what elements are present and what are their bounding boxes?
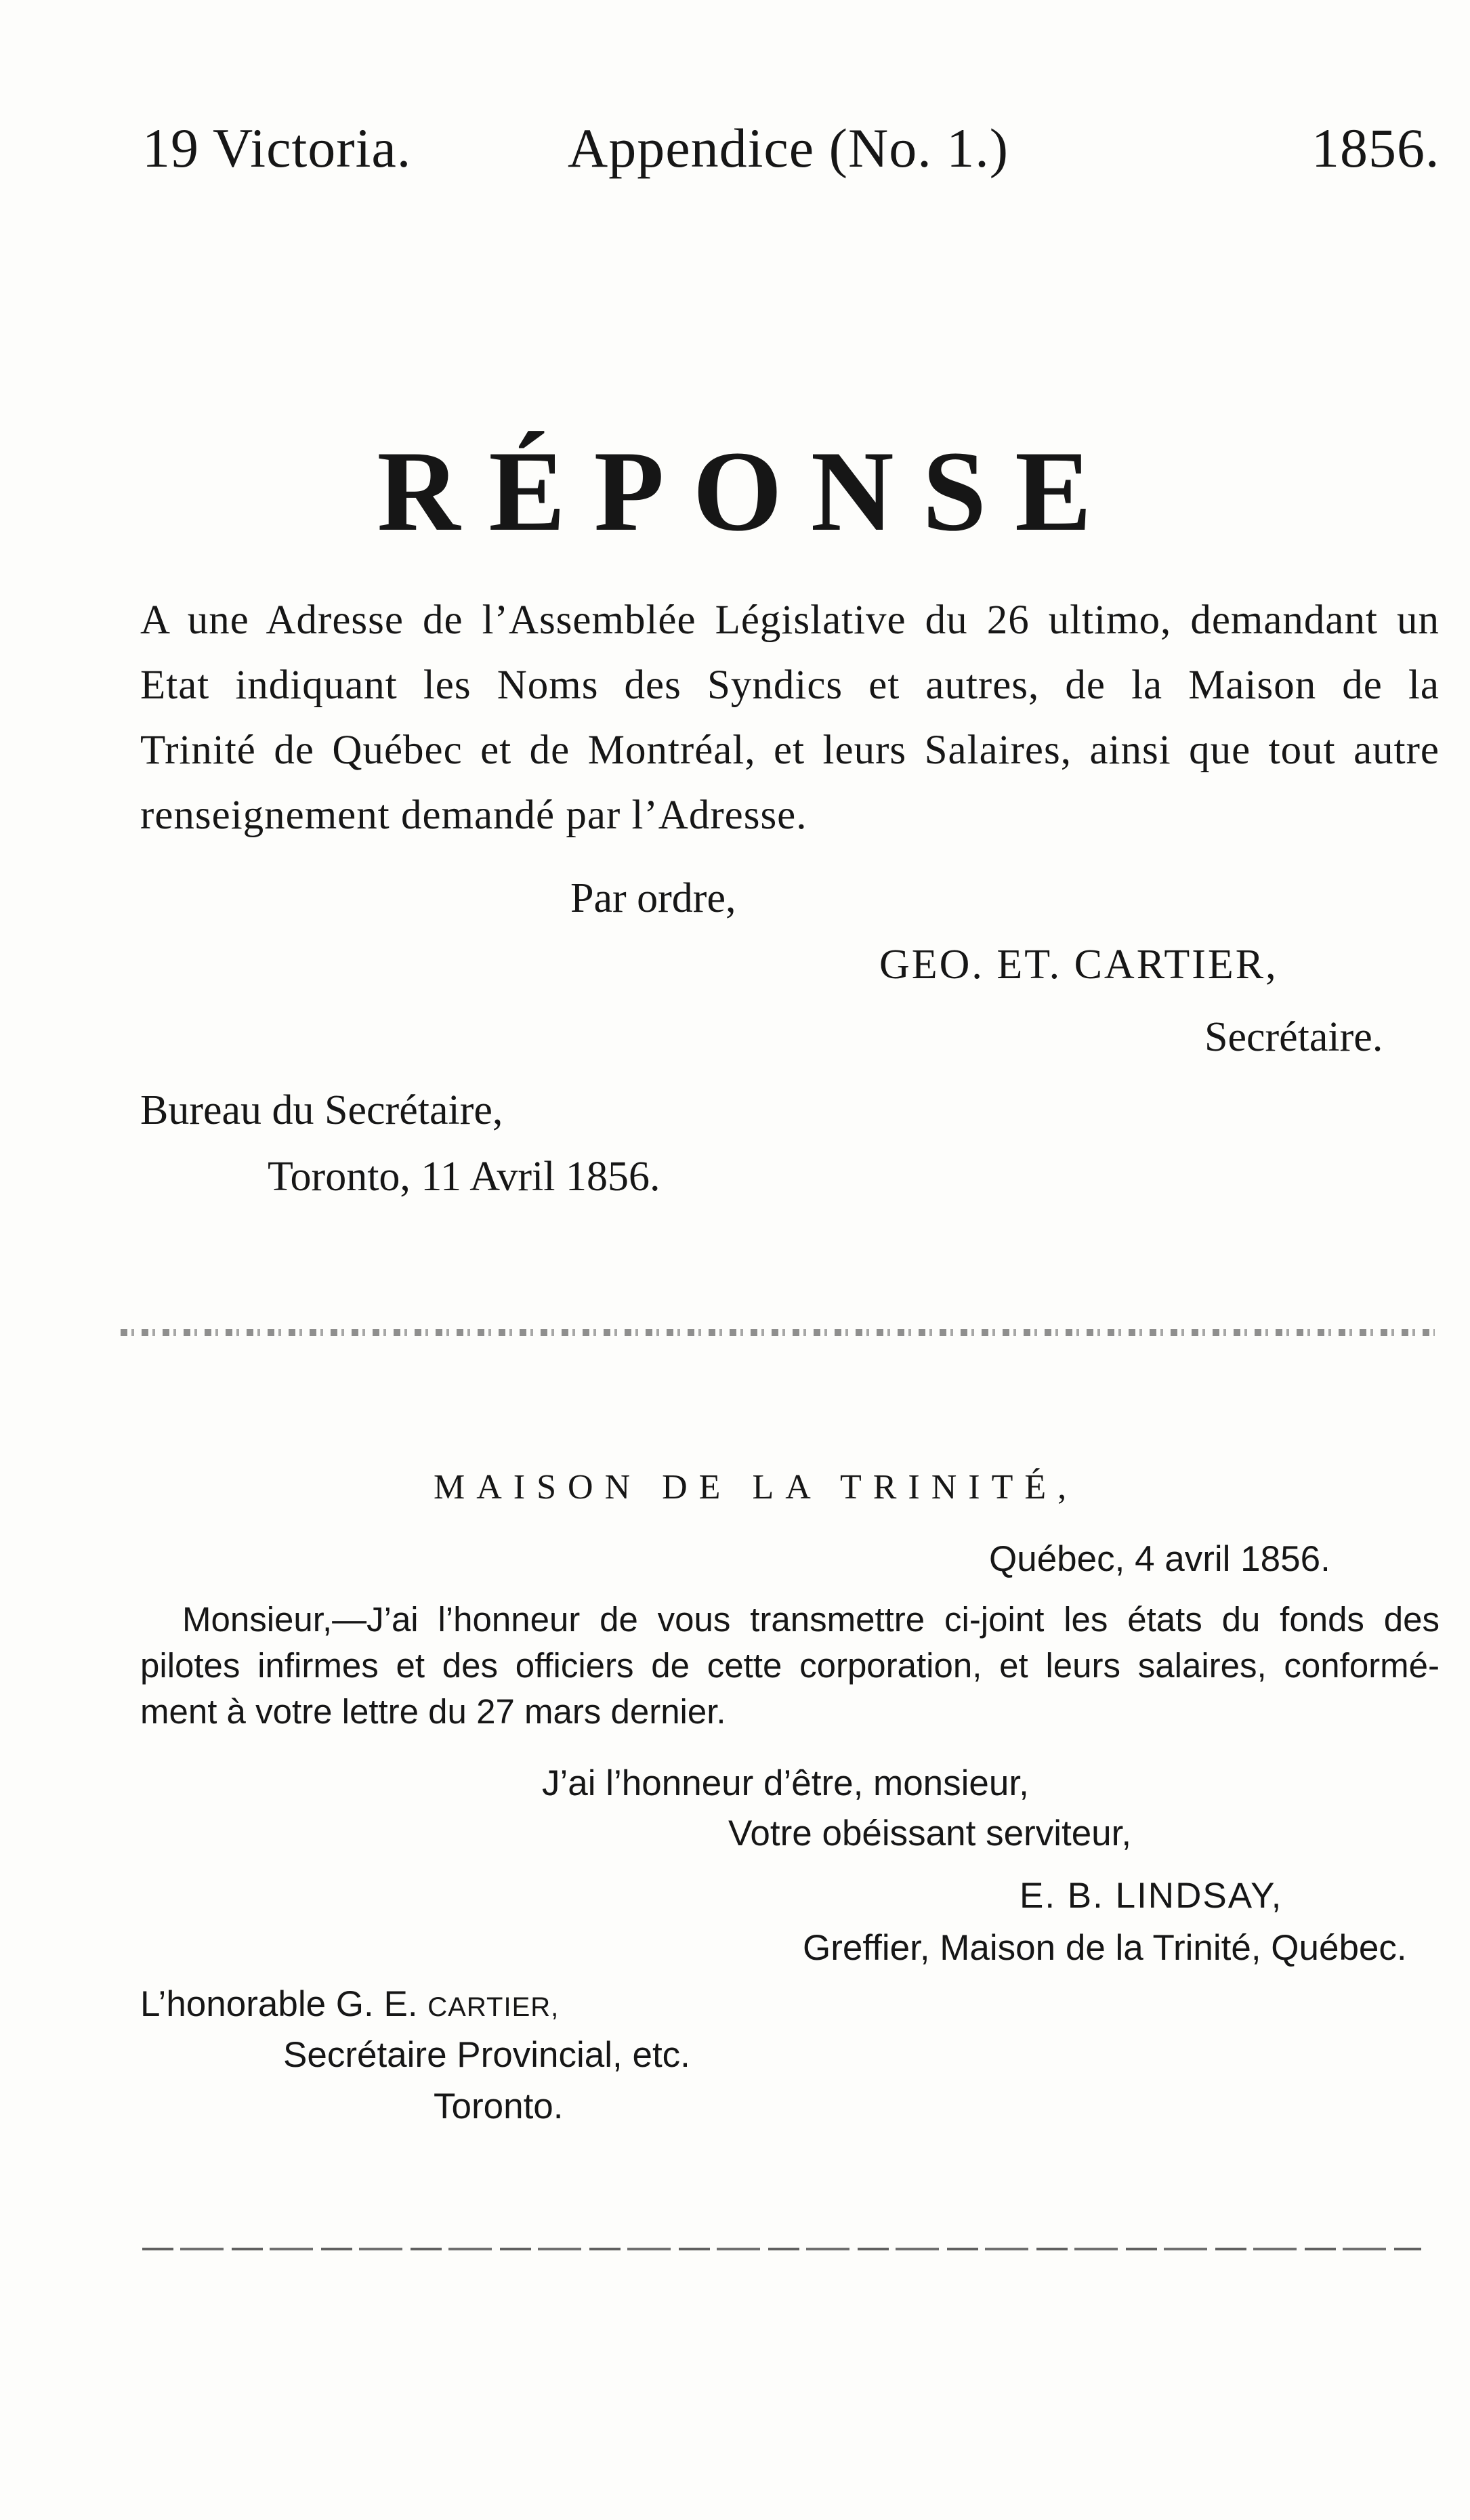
letter-signer: E. B. LINDSAY, — [1020, 1876, 1283, 1916]
letter-line: pilotes infirmes et des officiers de cette corporation, et leurs salaires, conformé- — [140, 1646, 1440, 1685]
signatory-name: GEO. ET. CARTIER, — [879, 942, 1278, 988]
bottom-rule — [142, 2248, 1421, 2250]
letter-line: ment à votre lettre du 27 mars dernier. — [140, 1692, 726, 1731]
par-ordre: Par ordre, — [570, 875, 736, 921]
letter-body — [140, 1597, 1440, 1735]
letter-line: Monsieur,—J’ai l’honneur de vous transmettre ci-joint les états du fonds des — [182, 1600, 1440, 1639]
intro-line: A une Adresse de l’Assemblée Législative du 26 ultimo, demandant un — [140, 597, 1440, 643]
addressee-name: CARTIER, — [427, 1992, 560, 2022]
letter-closing-2: Votre obéissant serviteur, — [728, 1813, 1132, 1853]
addressee-city: Toronto. — [434, 2086, 564, 2126]
page-title: RÉPONSE — [377, 427, 1120, 555]
addressee-title: Secrétaire Provincial, etc. — [283, 2035, 690, 2075]
intro-line: Trinité de Québec et de Montréal, et leurs Salaires, ainsi que tout autre — [140, 728, 1440, 773]
running-head-center: Appendice (No. 1.) — [568, 117, 1009, 179]
running-head-right: 1856. — [1311, 117, 1440, 179]
office-place-date: Toronto, 11 Avril 1856. — [268, 1154, 660, 1200]
signatory-title: Secrétaire. — [1204, 1014, 1383, 1060]
intro-line: renseignement demandé par l’Adresse. — [140, 793, 807, 838]
letter-heading: MAISON DE LA TRINITÉ, — [434, 1468, 1078, 1507]
office-bureau: Bureau du Secrétaire, — [140, 1087, 503, 1133]
intro-paragraph — [140, 588, 1440, 848]
letter-signer-title: Greffier, Maison de la Trinité, Québec. — [803, 1928, 1407, 1968]
addressee — [140, 1986, 559, 2022]
letter-closing: J’ai l’honneur d’être, monsieur, — [542, 1763, 1029, 1803]
letter-place-date: Québec, 4 avril 1856. — [989, 1539, 1330, 1579]
addressee-prefix: L’honorable G. E. — [140, 1984, 428, 2024]
intro-line: Etat indiquant les Noms des Syndics et autres, de la Maison de la — [140, 663, 1440, 708]
running-head-left: 19 Victoria. — [142, 117, 412, 179]
dotted-separator — [121, 1329, 1435, 1336]
